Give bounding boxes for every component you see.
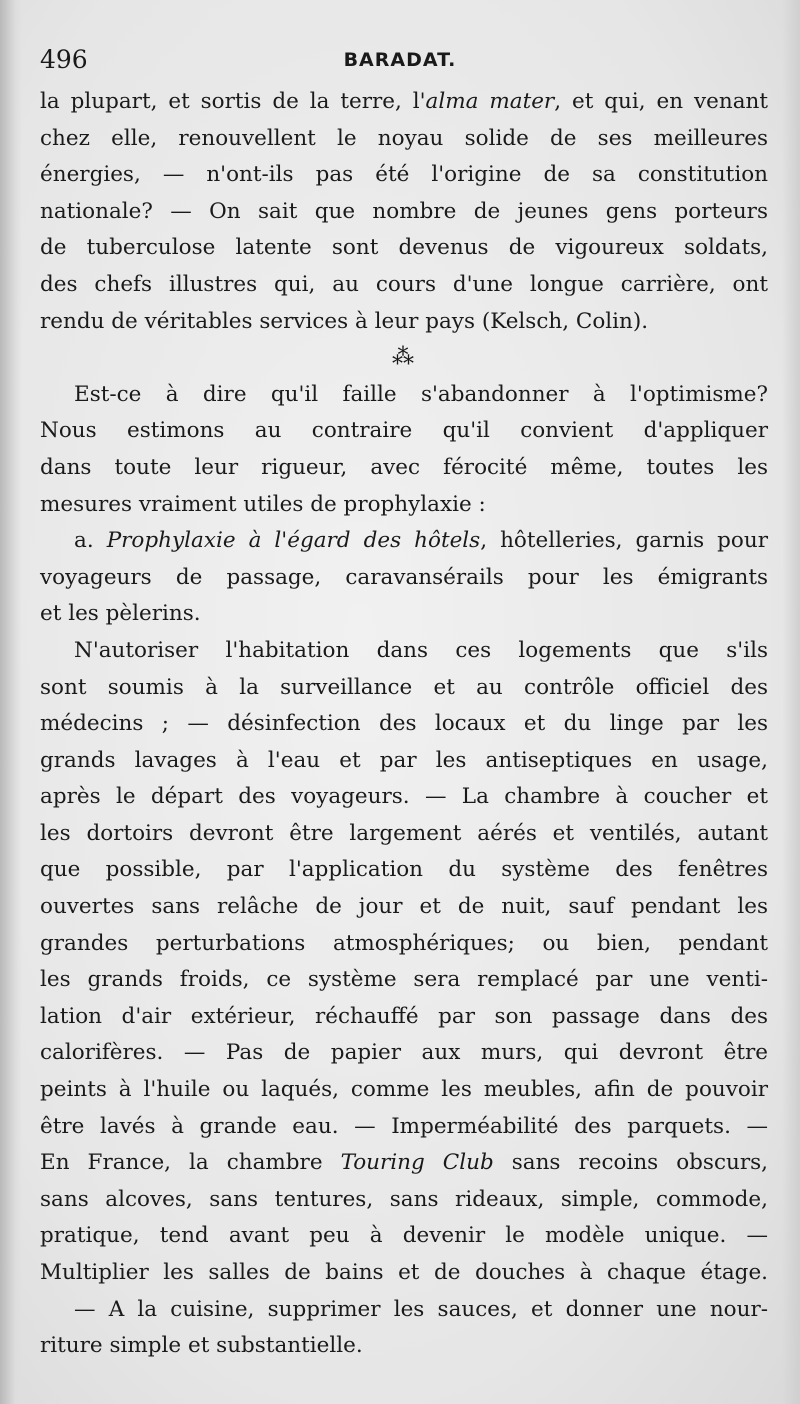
text-line: calorifères. — Pas de papier aux murs, qui devront être (40, 1040, 768, 1066)
text-line: sans alcoves, sans tentures, sans rideaux, simple, commode, (40, 1186, 768, 1212)
text-line: après le départ des voyageurs. — La chambre à coucher et (40, 784, 768, 810)
page-number: 496 (40, 45, 88, 74)
page-spine-shadow (0, 0, 22, 1404)
text-line: voyageurs de passage, caravansérails pour les émigrants (40, 564, 768, 590)
text-line: grandes perturbations atmosphériques; ou bien, pendant (40, 930, 768, 956)
text-line: et les pèlerins. (40, 601, 201, 627)
text-line: ouvertes sans relâche de jour et de nuit, sauf pendant les (40, 894, 768, 920)
text-line: riture simple et substantielle. (40, 1333, 363, 1359)
text-line: de tuberculose latente sont devenus de vigoureux soldats, (40, 235, 768, 261)
text-line: dans toute leur rigueur, avec férocité même, toutes les (40, 454, 768, 480)
text-line: Multiplier les salles de bains et de douches à chaque étage. (40, 1260, 768, 1285)
text-line: rendu de véritables services à leur pays (Kelsch, Colin). (40, 308, 649, 334)
text-line: sont soumis à la surveillance et au contrôle officiel des (40, 674, 768, 700)
text-line: les dortoirs devront être largement aérés et ventilés, autant (40, 820, 768, 846)
text-line: que possible, par l'application du système des fenêtres (40, 857, 768, 883)
text-line: chez elle, renouvellent le noyau solide de ses meilleures (40, 125, 768, 151)
text-line: pratique, tend avant peu à devenir le modèle unique. — (40, 1223, 768, 1249)
text-line: N'autoriser l'habitation dans ces logements que s'ils (74, 637, 768, 663)
text-line: des chefs illustres qui, au cours d'une longue carrière, ont (40, 271, 768, 297)
text-line: énergies, — n'ont-ils pas été l'origine de sa constitution (40, 162, 768, 188)
text-line: a. Prophylaxie à l'égard des hôtels, hôtelleries, garnis pour (74, 528, 768, 554)
page-edge-shadow (782, 0, 800, 1404)
text-line: Nous estimons au contraire qu'il convient d'appliquer (40, 418, 768, 444)
text-line: lation d'air extérieur, réchauffé par son passage dans des (40, 1003, 768, 1029)
asterism-separator: ⁂ (392, 345, 416, 371)
text-line: nationale? — On sait que nombre de jeunes gens porteurs (40, 198, 768, 224)
page-text (40, 84, 768, 1365)
text-line: peints à l'huile ou laqués, comme les meubles, afin de pouvoir (40, 1077, 768, 1103)
text-line: grands lavages à l'eau et par les antiseptiques en usage, (40, 747, 768, 773)
text-line: les grands froids, ce système sera remplacé par une venti- (40, 967, 768, 993)
running-title: BARADAT. (343, 49, 457, 71)
page-header (40, 40, 760, 80)
text-line: médecins ; — désinfection des locaux et du linge par les (40, 711, 768, 737)
text-line: être lavés à grande eau. — Imperméabilité des parquets. — (40, 1113, 768, 1139)
text-line: la plupart, et sortis de la terre, l'alma mater, et qui, en venant (40, 89, 768, 114)
text-line: mesures vraiment utiles de prophylaxie : (40, 491, 486, 517)
text-line: — A la cuisine, supprimer les sauces, et donner une nour- (74, 1296, 768, 1322)
text-line: En France, la chambre Touring Club sans recoins obscurs, (40, 1150, 768, 1176)
text-line: Est-ce à dire qu'il faille s'abandonner à l'optimisme? (74, 381, 768, 407)
